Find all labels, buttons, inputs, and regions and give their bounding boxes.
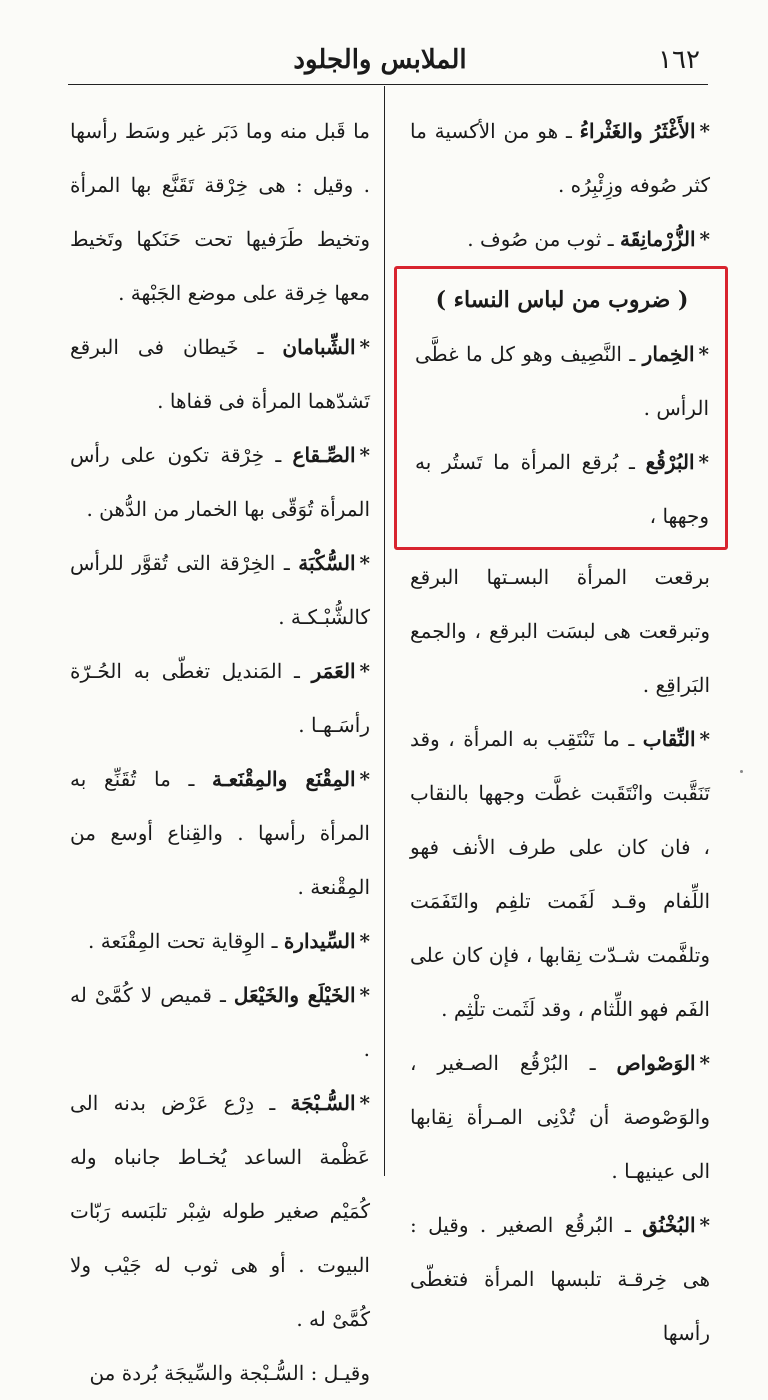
entry-sukba: [70, 536, 370, 644]
entry-star: *: [359, 335, 370, 359]
entry-aghthar: [410, 104, 710, 212]
entry-continuation-end: [70, 1346, 370, 1400]
entry-term: الزُّرْمانِقَة: [619, 227, 696, 251]
entry-term: السُّكْبَة: [298, 551, 356, 575]
entry-definition: ـ خَيطان فى البرقع تَشدّهما المرأة فى قفاها .: [70, 335, 370, 413]
entry-definition: برقعت المرأة البسـتها البرقع وتبرقعت هى لبسَت البرقع ، والجمع البَراقِع .: [410, 565, 710, 697]
entry-definition: ـ ثوب من صُوف .: [467, 227, 620, 251]
entry-star: *: [359, 983, 370, 1007]
entry-definition: ـ الخِرْقة التى تُقوَّر للرأس كالشُّبْـكـة .: [70, 551, 370, 629]
entry-definition: ـ قميص لا كُمَّىْ له .: [70, 983, 370, 1061]
entry-khimar: [415, 327, 709, 435]
entry-definition: ـ خِرْقة تكون على رأس المرأة تُوَقّى بها الخمار من الدُّهن .: [70, 443, 370, 521]
column-divider: [384, 86, 385, 1176]
entry-definition: ـ هو من الأكسية ما كثر صُوفه وزِئْبِرُه .: [410, 119, 710, 197]
entry-definition: ـ دِرْع عَرْض بدنه الى عَظْمة الساعد يُخـاط جانباه وله كُمَيْم صغير طوله شِبْر تلبَسه رَبّات البيوت . أو هى ثوب له جَيْب ولا كُمَّىْ له .: [70, 1091, 370, 1331]
entry-amar: [70, 644, 370, 752]
entry-definition: ـ بُرقع المرأة ما تَستُر به وجهها ،: [415, 450, 709, 528]
entry-star: *: [359, 443, 370, 467]
entry-star: *: [699, 727, 710, 751]
entry-definition: ـ الوِقاية تحت المِقْنَعة .: [88, 929, 284, 953]
entry-definition: ـ ما تُقَنِّع به المرأة رأسها . والقِناع أوسع من المِقْنعة .: [70, 767, 370, 899]
entry-star: *: [359, 551, 370, 575]
entry-star: *: [698, 342, 709, 366]
entry-definition: ـ البُرقُع الصغير . وقيل : هى خِرقـة تلبسها المرأة فتغطّى رأسها: [410, 1213, 710, 1345]
entry-subja: [70, 1076, 370, 1346]
entry-definition: ما قَبل منه وما دَبَر غير وسَط رأسها . وقيل : هى خِرْقة تَقَنَّع بها المرأة وتخيط طَرَفيها تحت حَنَكها وتَخيط معها خِرقة على موضع الجَبْهة .: [70, 119, 370, 305]
left-column: [70, 104, 370, 1400]
right-column: [410, 104, 710, 1360]
entry-siqa: [70, 428, 370, 536]
entry-waswas: [410, 1036, 710, 1198]
entry-definition: ـ ما تَنْتَقِب به المرأة ، وقد تَنَقَّبت وانْتَقَبت غطَّت وجهها بالنقاب ، فان كان على طرف الأنف فهو اللِّفام وقـد لَفَمت تلفِم والتَفَمَت وتلفَّمت شـدّت نِقابها ، فإن كان على الفَم فهو اللِّثام ، وقد لَثَمت تلْثِم .: [410, 727, 710, 1021]
entry-bukhnuq: [410, 1198, 710, 1360]
entry-term: النِّقاب: [642, 727, 696, 751]
entry-saydara: [70, 914, 370, 968]
entry-star: *: [699, 227, 710, 251]
entry-definition: ـ النَّصِيف وهو كل ما غطَّى الرأس .: [415, 342, 709, 420]
entry-term: المِقْنَع والمِقْنَعـة: [212, 767, 356, 791]
entry-continuation: [410, 550, 710, 712]
entry-burqu: [415, 435, 709, 543]
entry-star: *: [699, 1213, 710, 1237]
entry-term: الأَغْثَرُ والغَثْراءُ: [579, 119, 696, 143]
page-header: [60, 40, 700, 80]
entry-star: *: [699, 119, 710, 143]
entry-star: *: [359, 659, 370, 683]
entry-term: العَمَر: [311, 659, 356, 683]
entry-definition: ـ البُرْقُع الصـغير ، والوَصْوصة أن تُدْنِى المـرأة نِقابها الى عينيهـا .: [410, 1051, 710, 1183]
entry-miqna: [70, 752, 370, 914]
entry-star: *: [359, 1091, 370, 1115]
entry-term: الوَصْواص: [616, 1051, 696, 1075]
entry-term: السُّـبْجَة: [290, 1091, 356, 1115]
section-heading: ( ضروب من لباس النساء ): [435, 287, 689, 313]
entry-shibaman: [70, 320, 370, 428]
page-speck: [740, 770, 743, 773]
entry-term: الخَيْلَع والخَيْعَل: [233, 983, 356, 1007]
entry-term: الصِّـقاع: [292, 443, 356, 467]
running-title: الملابس والجلود: [293, 45, 467, 75]
entry-definition: ـ المَنديل تغطّى به الحُـرّة رأسَـهـا .: [70, 659, 370, 737]
entry-continuation: [70, 104, 370, 320]
entry-khayla: [70, 968, 370, 1076]
entry-star: *: [698, 450, 709, 474]
entry-star: *: [359, 767, 371, 791]
highlighted-section: [394, 266, 728, 550]
entry-niqab: [410, 712, 710, 1036]
entry-definition: وقيـل : السُّـبْجة والسِّيجَة بُردة من: [89, 1361, 370, 1385]
entry-star: *: [699, 1051, 710, 1075]
entry-star: *: [359, 929, 370, 953]
page-number: ١٦٢: [658, 45, 700, 75]
entry-term: البُخْنُق: [642, 1213, 696, 1237]
entry-term: السِّيدارة: [283, 929, 356, 953]
entry-zurmaniqa: [410, 212, 710, 266]
entry-term: البُرْقُع: [645, 450, 695, 474]
header-rule: [68, 84, 708, 85]
entry-term: الشِّبامان: [282, 335, 356, 359]
entry-term: الخِمار: [642, 342, 695, 366]
